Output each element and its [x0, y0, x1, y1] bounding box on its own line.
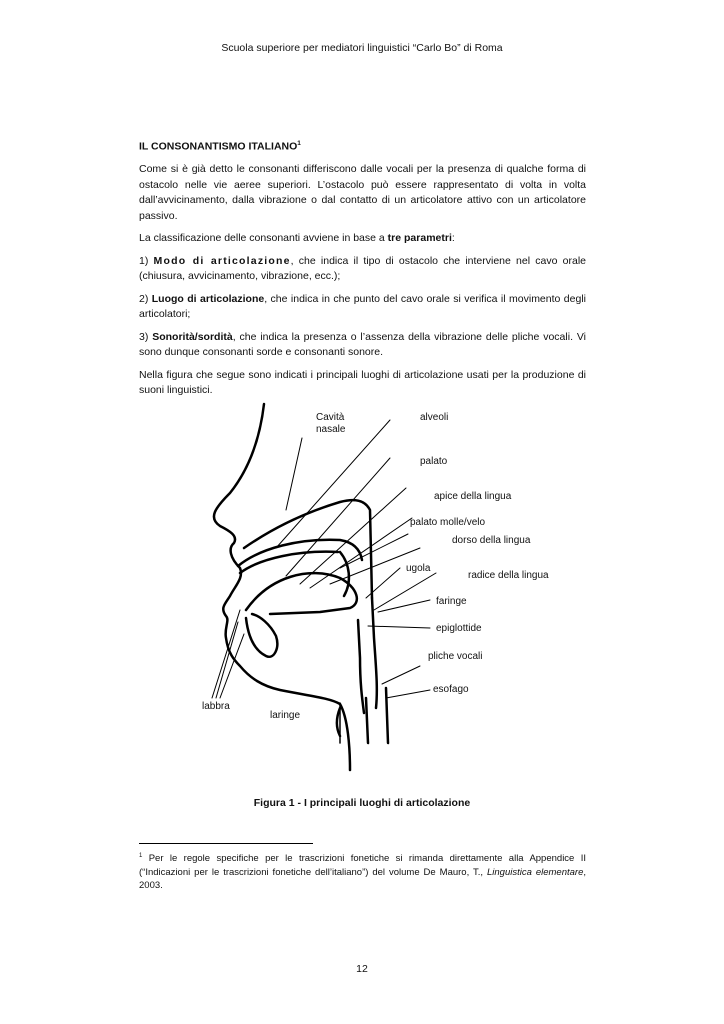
footnote-mark: 1 — [139, 853, 143, 859]
paragraph-classification: La classificazione delle consonanti avviene in base a tre parametri: — [139, 232, 455, 244]
label-palato-molle: palato molle/velo — [410, 517, 486, 528]
footnote-divider — [139, 843, 313, 844]
label-nasale: nasale — [316, 424, 346, 435]
vocal-tract-drawing — [190, 398, 590, 773]
label-esofago: esofago — [433, 684, 469, 695]
footnote-reference: 1 — [297, 140, 301, 147]
label-laringe: laringe — [270, 710, 301, 721]
articulation-figure — [190, 398, 590, 773]
figure-caption: Figura 1 - I principali luoghi di articolazione — [253, 797, 471, 809]
paragraph-parameter-3: 3) Sonorità/sordità, che indica la presenza o l’assenza della vibrazione delle pliche vocali. Vi sono dunque consonanti sorde e consonanti sonore. — [139, 330, 586, 358]
label-faringe: faringe — [436, 596, 467, 607]
footnote: $^1$ Per le regole specifiche per le trascrizioni fonetiche si rimanda direttamente alla Appendice II (“Indicazioni per le trascrizioni fonetiche dell’italiano”) del volume De Mauro, T., Linguistica elementare, 2003. — [139, 853, 586, 892]
label-alveoli: alveoli — [420, 412, 449, 423]
page-number: 12 — [356, 963, 368, 975]
label-cavita: Cavità — [316, 412, 345, 423]
section-title: IL CONSONANTISMO ITALIANO$^1$ — [139, 140, 301, 153]
body-text — [139, 162, 586, 406]
label-labbra: labbra — [202, 701, 230, 712]
label-dorso: dorso della lingua — [452, 535, 531, 546]
label-ugola: ugola — [406, 563, 431, 574]
paragraph-intro: Come si è già detto le consonanti differiscono dalle vocali per la presenza di qualche forma di ostacolo nelle vie aeree superiori. L’ostacolo può essere rappresentato di volta in volta dall’avvicinamento, dalla vibrazione o dal contatto di un articolatore attivo con un articolatore passivo. — [139, 163, 586, 222]
label-apice: apice della lingua — [434, 491, 512, 502]
label-pliche: pliche vocali — [428, 651, 483, 662]
label-radice: radice della lingua — [468, 570, 549, 581]
paragraph-parameter-2: 2) Luogo di articolazione, che indica in che punto del cavo orale si verifica il movimento degli articolatori; — [139, 292, 586, 320]
label-epiglottide: epiglottide — [436, 623, 482, 634]
running-header: Scuola superiore per mediatori linguistici “Carlo Bo” di Roma — [221, 42, 503, 54]
paragraph-figure-intro: Nella figura che segue sono indicati i principali luoghi di articolazione usati per la produzione di suoni linguistici. — [139, 368, 586, 396]
label-palato: palato — [420, 456, 448, 467]
paragraph-parameter-1: 1) Modo di articolazione, che indica il tipo di ostacolo che interviene nel cavo orale (chiusura, avvicinamento, vibrazione, ecc.); — [139, 254, 586, 282]
